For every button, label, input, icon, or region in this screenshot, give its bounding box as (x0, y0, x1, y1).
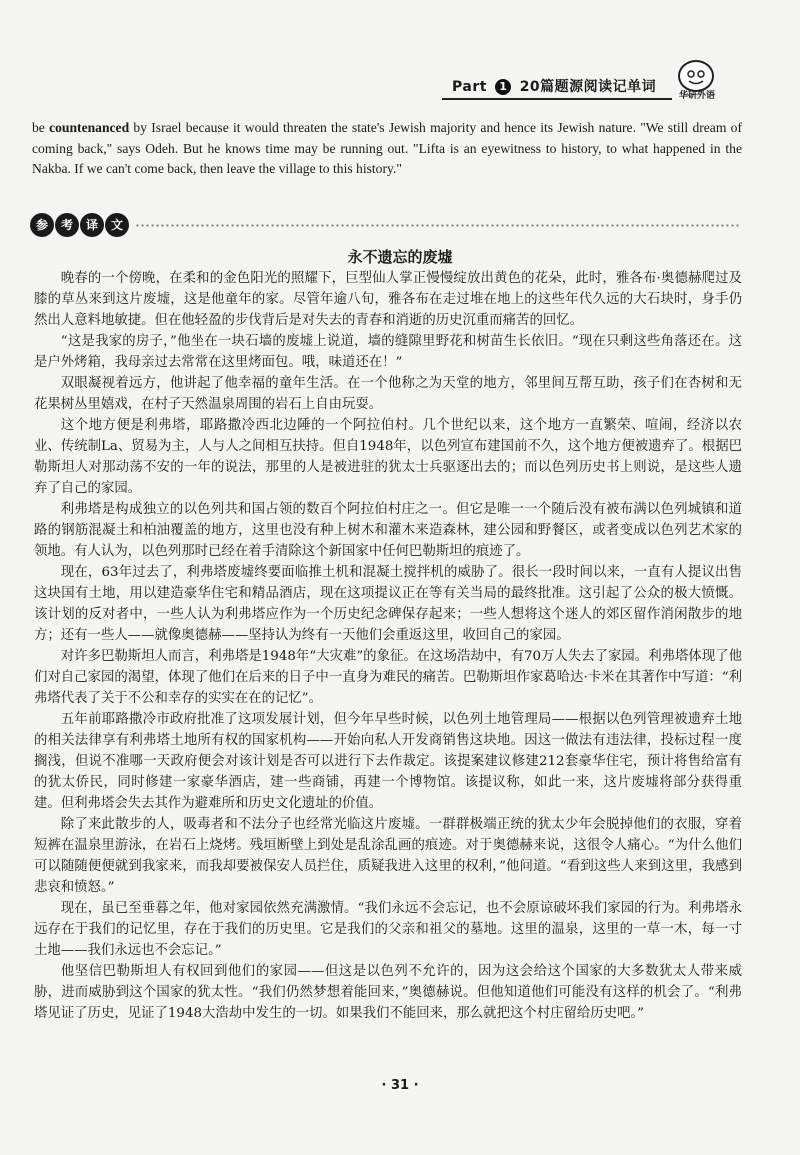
logo-text: 华研外语 (678, 91, 715, 101)
english-post: by Israel because it would threaten the state's Jewish majority and hence its Jewish nature. "We still dream of coming back," says Odeh. But he knows time may be running out. "Lifta is an eyewitness to history, to what happened in the Nakba. If we can't come back, then leave the village to this history." (32, 120, 742, 176)
running-header (452, 70, 722, 100)
header-title: 20篇题源阅读记单词 (519, 79, 657, 95)
paragraph: 晚春的一个傍晚，在柔和的金色阳光的照耀下，巨型仙人掌正慢慢绽放出黄色的花朵，此时，雅各布·奥德赫爬过及膝的草丛来到这片废墟，这是他童年的家。尽管年逾八旬，雅各布在走过堆在地上的这些年代久远的大石块时，身手仍然出人意料地敏捷。但在他轻盈的步伐背后是对失去的青春和消逝的历史沉重而痛苦的回忆。 (34, 271, 742, 328)
logo-face-icon (680, 62, 712, 90)
english-passage-tail (32, 118, 742, 180)
paragraph: 现在，63年过去了，利弗塔废墟终要面临推土机和混凝土搅拌机的威胁了。很长一段时间以来，一直有人提议出售这块国有土地，用以建造豪华住宅和精品酒店，现在这项提议正在等有关当局的最终批准。这引起了公众的极大愤慨。该计划的反对者中，一些人认为利弗塔应作为一个历史纪念碑保存起来；一些人想将这个迷人的郊区留作消闲散步的地方；还有一些人——就像奥德赫——坚持认为终有一天他们会重返这里，收回自己的家园。 (34, 565, 742, 643)
vocab-word: countenanced (49, 120, 130, 135)
article-title: 永不遗忘的废墟 (347, 248, 453, 266)
paragraph: 他坚信巴勒斯坦人有权回到他们的家园——但这是以色列不允许的，因为这会给这个国家的大多数犹太人带来威胁，进而威胁到这个国家的犹太性。“我们仍然梦想着能回来，”奥德赫说。但他知道他们可能没有这样的机会了。“利弗塔见证了历史，见证了1948大浩劫中发生的一切。如果我们不能回来，那么就把这个村庄留给历史吧。” (34, 964, 742, 1021)
dotted-divider (135, 224, 740, 227)
section-char-2: 考 (55, 213, 79, 237)
paragraph: 双眼凝视着远方，他讲起了他幸福的童年生活。在一个他称之为天堂的地方，邻里间互帮互助，孩子们在杏树和无花果树丛里嬉戏，在村子天然温泉周围的岩石上自由玩耍。 (34, 376, 742, 412)
paragraph: 对许多巴勒斯坦人而言，利弗塔是1948年“大灾难”的象征。在这场浩劫中，有70万人失去了家园。利弗塔体现了他们对自己家园的渴望，体现了他们在后来的日子中一直身为难民的痛苦。巴勒斯坦作家葛哈达·卡米在其著作中写道：“利弗塔代表了关于不公和幸存的实实在在的记忆”。 (34, 649, 742, 706)
header-rule (442, 98, 672, 100)
paragraph: 利弗塔是构成独立的以色列共和国占领的数百个阿拉伯村庄之一。但它是唯一一个随后没有被布满以色列城镇和道路的钢筋混凝土和柏油覆盖的地方，这里也没有种上树木和灌木来造森林，建公园和野餐区，或者变成以色列艺术家的领地。有人认为，以色列那时已经在着手清除这个新国家中任何巴勒斯坦的痕迹了。 (34, 502, 742, 559)
paragraph: “这是我家的房子，”他坐在一块石墙的废墟上说道，墙的缝隙里野花和树苗生长依旧。“现在只剩这些角落还在。这是户外烤箱，我母亲过去常常在这里烤面包。哦，味道还在！” (34, 334, 742, 370)
paragraph: 这个地方便是利弗塔，耶路撒冷西北边陲的一个阿拉伯村。几个世纪以来，这个地方一直繁荣、喧闹，经济以农业、传统制La、贸易为主，人与人之间相互扶持。但自1948年，以色列宣布建国前不久，这个地方便被遗弃了。根据巴勒斯坦人对那动荡不安的一年的说法，那里的人是被进驻的犹太士兵驱逐出去的；而以色列历史书上则说，是这些人遗弃了自己的家园。 (34, 418, 742, 496)
section-char-4: 文 (105, 213, 129, 237)
section-char-1: 参 (30, 213, 54, 237)
reference-translation-label (30, 213, 130, 237)
publisher-logo (670, 60, 720, 104)
paragraph: 现在，虽已至垂暮之年，他对家园依然充满激情。“我们永远不会忘记，也不会原谅破坏我们家园的行为。利弗塔永远存在于我们的记忆里，存在于我们的历史里。它是我们的父亲和祖父的墓地。这里的温泉，这里的一草一木，每一寸土地——我们永远也不会忘记。” (34, 901, 742, 958)
header-text (452, 76, 656, 96)
section-char-3: 译 (80, 213, 104, 237)
translation-body (34, 268, 742, 1024)
page-number: · 31 · (381, 1078, 419, 1093)
part-label: Part (452, 79, 487, 95)
paragraph: 五年前耶路撒冷市政府批准了这项发展计划，但今年早些时候，以色列土地管理局——根据以色列管理被遗弃土地的相关法律享有利弗塔土地所有权的国家机构——开始向私人开发商销售这块地。因这一做法有违法律，投标过程一度搁浅，但说不准哪一天政府便会对该计划是否可以进行下去作裁定。该提案建议修建212套豪华住宅，预计将售给富有的犹太侨民，同时修建一家豪华酒店，建一些商铺，再建一个博物馆。该提议称，如此一来，这片废墟将部分获得重建。但利弗塔会失去其作为避难所和历史文化遗址的价值。 (34, 712, 742, 811)
paragraph: 除了来此散步的人，吸毒者和不法分子也经常光临这片废墟。一群群极端正统的犹太少年会脱掉他们的衣服，穿着短裤在温泉里游泳，在岩石上烧烤。残垣断壁上到处是乱涂乱画的痕迹。对于奥德赫来说，这很令人痛心。“为什么他们可以随随便便就到我家来，而我却要被保安人员拦住，质疑我进入这里的权利，”他问道。“看到这些人来到这里，我感到悲哀和愤怒。” (34, 817, 742, 895)
english-pre: be (32, 120, 50, 135)
part-number-badge: 1 (495, 79, 511, 95)
